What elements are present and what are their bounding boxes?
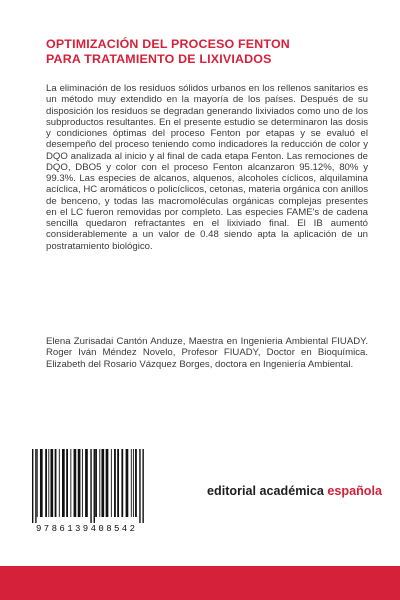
publisher-name-accent: española [327,484,382,498]
isbn-barcode [26,449,192,535]
barcode-bars [30,449,188,523]
book-title [46,37,366,67]
publisher-logo [207,484,382,498]
authors-text: Elena Zurisadai Cantón Anduze, Maestra en Ingenieria Ambiental FIUADY. Roger Iván Méndez Novelo, Profesor FIUADY, Doctor en Bioquímica. Elizabeth del Rosario Vázquez Borges, doctora en Ingeniería Ambiental. [46,336,368,370]
book-title-line-2: PARA TRATAMIENTO DE LIXIVIADOS [46,52,272,66]
book-title-line-1: OPTIMIZACIÓN DEL PROCESO FENTON [46,37,290,51]
footer-color-band [0,566,400,600]
abstract-text: La eliminación de los residuos sólidos urbanos en los rellenos sanitarios es un método muy extendido en la mayoría de los países. Después de su disposición los residuos se degradan generando lixiviados como uno de los subproductos resultantes. En el presente estudio se determinaron las dosis y condiciones óptimas del proceso Fenton por etapas y se evaluó el desempeño del proceso teniendo como indicadores la reducción de color y DQO analizada al inicio y al final de cada etapa Fenton. Las remociones de DQO, DBO5 y color con el proceso Fenton alcanzaron 95.12%, 80% y 99.3%. Las especies de alcanos, alquenos, alcoholes cíclicos, alquilamina acíclica, HC aromáticos o policíclicos, cetonas, materia orgánica con anillos de benceno, y todas las macromoléculas orgánicas complejas presentes en el LC fueron removidas por completo. Las especies FAME's de cadena sencilla quedaron refractantes en el lixiviado final. El IB aumentó considerablemente a un valor de 0.48 siendo apta la aplicación de un postratamiento biológico. [46,83,368,252]
publisher-name: editorial académica [207,484,328,498]
isbn-number: 9786139408542 [36,524,138,534]
